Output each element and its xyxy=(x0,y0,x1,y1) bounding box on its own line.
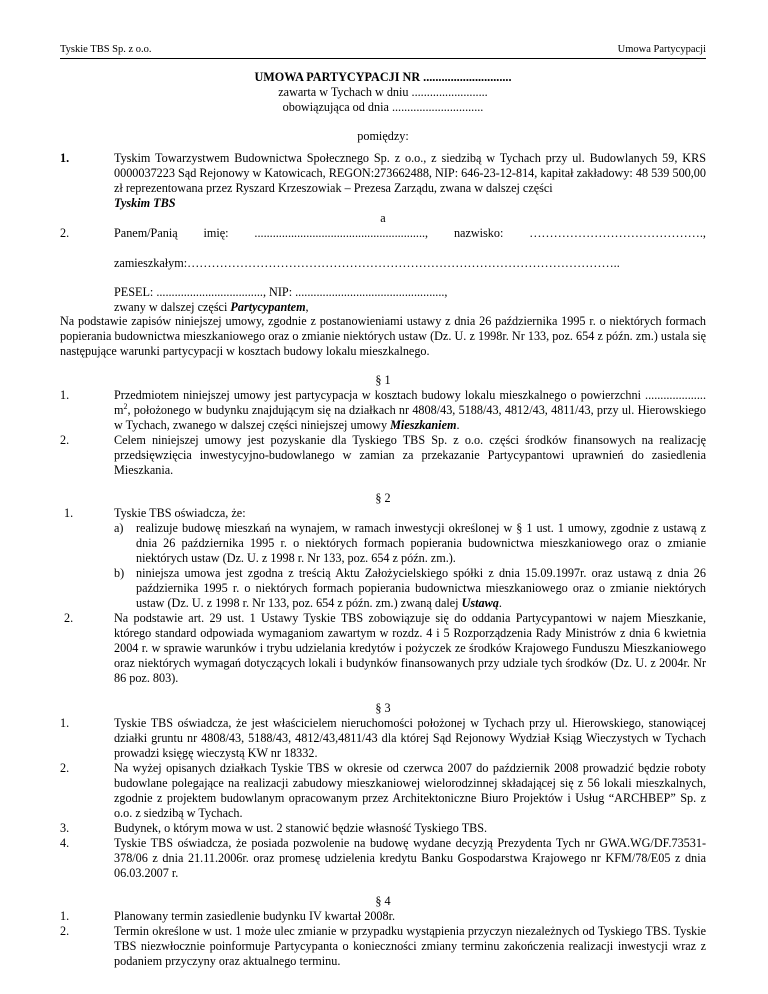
s3-p1 xyxy=(114,716,706,761)
party2-address: zamieszkałym:…………………………………………………………………………………………….. xyxy=(114,256,620,270)
s3-p2-text: Na wyżej opisanych działkach Tyskie TBS w okresie od czerwca 2007 do październik 2008 prowadzić będzie roboty budowlane polegające na realizacji zabudowy mieszkaniowej wielorodzinnej składającej się z 56 lokali mieszkalnych, zgodnie z projektem budowlanym opracowanym przez Architektoniczne Biuro Projektów i Usług “ARCHBEP” Sp. z o.o. z siedzibą w Tychach. xyxy=(114,761,706,820)
s3-p1-text: Tyskie TBS oświadcza, że jest właścicielem nieruchomości położonej w Tychach przy ul. Hierowskiego, stanowiącej działki gruntu nr 4808/43, 5188/43, 4812/43,4811/43 dla której Sąd Rejonowy Wydział Ksiąg Wieczystych w Tychach prowadzi księgę wieczystą KW nr 18332. xyxy=(114,716,706,760)
s1-p2-text: Celem niniejszej umowy jest pozyskanie dla Tyskiego TBS Sp. z o.o. części środków finansowych na realizację przedsięwzięcia inwestycyjno-budowlanego w zamian za przekazanie Partycypantowi uprawnień do zasiedlenia Mieszkania. xyxy=(114,433,706,477)
s3-p4-text: Tyskie TBS oświadcza, że posiada pozwolenie na budowę wydane decyzją Prezydenta Tych nr GWA.WG/DF.73531-378/06 z dnia 21.11.2006r. oraz promesę udzielenia kredytu Banku Gospodarstwa Krajowego nr KFM/78/E05 z dnia 06.03.2007 r. xyxy=(114,836,706,880)
s2-b-label: b) xyxy=(114,566,125,580)
intro-paragraph xyxy=(60,314,706,359)
s3-p2-number: 2. xyxy=(60,761,70,775)
section3-title: § 3 xyxy=(375,701,391,715)
s4-p2-text: Termin określone w ust. 1 może ulec zmianie w przypadku wystąpienia przyczyn niezależnych od Tyskiego TBS. Tyskie TBS niezwłocznie poinformuje Partycypanta o konieczności zmiany terminu zakończenia realizacji inwestycji wraz z podaniem przyczyny oraz aktualnego terminu. xyxy=(114,924,706,968)
header-company: Tyskie TBS Sp. z o.o. xyxy=(60,44,152,55)
party1-name: Tyskim TBS xyxy=(114,196,176,210)
s4-p2 xyxy=(114,924,706,969)
s1-p2-number: 2. xyxy=(60,433,70,447)
party1-text: Tyskim Towarzystwem Budownictwa Społecznego Sp. z o.o., z siedzibą w Tychach przy ul. Budowlanych 59, KRS 0000037223 Sąd Rejonowy w Katowicach, REGON:273662488, NIP: 646-23-12-814, kapitał zakładowy: 48 539 500,00 zł reprezentowana przez Ryszard Krzeszowiak – Prezesa Zarządu, zwana w dalszej części xyxy=(114,151,706,195)
s1-p1-end: . xyxy=(456,418,460,432)
party1-number: 1. xyxy=(60,151,70,165)
s2-b-em: Ustawą xyxy=(461,596,499,610)
s3-p3-number: 3. xyxy=(60,821,70,835)
s2-p1-text: Tyskie TBS oświadcza, że: xyxy=(114,506,246,520)
s2-a-label: a) xyxy=(114,521,124,535)
contract-title: UMOWA PARTYCYPACJI NR ............................. xyxy=(254,70,512,84)
s2-a-text: realizuje budowę mieszkań na wynajem, w ramach inwestycji określonej w § 1 ust. 1 umowy, zgodnie z ustawą z dnia 26 października 1995 r. o niektórych formach popierania budownictwa mieszkaniowego oraz o zmianie niektórych ustaw (Dz. U. z 1998 r. Nr 133, poz. 654 z późn. zm.). xyxy=(136,521,706,565)
section2-title: § 2 xyxy=(375,491,391,505)
s2-p2-text: Na podstawie art. 29 ust. 1 Ustawy Tyskie TBS zobowiązuje się do oddania Partycypantowi w najem Mieszkanie, którego standard odpowiada wymaganiom zawartym w rozdz. 4 i 5 Rozporządzenia Rady Ministrów z dnia 6 kwietnia 2004 r. w sprawie warunków i trybu udzielania kredytów i pożyczek ze środków Krajowego Funduszu Mieszkaniowego oraz niektórych wymagań dotyczących lokali i budynków finansowanych przy udziale tych środków (Dz. U. z 2004r. Nr 86 poz. 803). xyxy=(114,611,706,685)
header-rule xyxy=(60,58,706,59)
s2-b-text: niniejsza umowa jest zgodna z treścią Aktu Założycielskiego spółki z dnia 15.09.1997r. oraz ustawą z dnia 26 października 1995 r. o niektórych formach popierania budownictwa mieszkaniowego oraz o zmianie niektórych ustaw (Dz. U. z 1998 r. Nr 133, poz. 654 z późn. zm.) zwaną dalej xyxy=(136,566,706,610)
s3-p4 xyxy=(114,836,706,881)
s2-p1-number: 1. xyxy=(64,506,74,520)
contract-effective-date: obowiązująca od dnia .............................. xyxy=(282,100,484,114)
s2-p2 xyxy=(114,611,706,686)
s2-b-end: . xyxy=(498,596,502,610)
s4-p1-text: Planowany termin zasiedlenie budynku IV kwartał 2008r. xyxy=(114,909,396,923)
party2-surname-field: ……………………………………., xyxy=(529,226,706,240)
s3-p2 xyxy=(114,761,706,821)
s1-p1 xyxy=(114,388,706,433)
s4-p2-number: 2. xyxy=(60,924,70,938)
party2-firstname-field: ........................................................, xyxy=(254,226,429,240)
party2-label: Panem/Panią xyxy=(114,226,178,240)
s2-a xyxy=(136,521,706,566)
s1-p1-number: 1. xyxy=(60,388,70,402)
party2-name-line xyxy=(114,226,706,241)
s1-p1-sup: 2 xyxy=(123,401,128,411)
between-label: pomiędzy: xyxy=(357,129,409,143)
party2-called-end: , xyxy=(305,300,309,314)
intro-text: Na podstawie zapisów niniejszej umowy, zgodnie z postanowieniami ustawy z dnia 26 października 1995 r. o niektórych formach popierania budownictwa mieszkaniowego oraz o zmianie niektórych ustaw (Dz. U. z 1998r. Nr 133, poz. 654 z późn. zm.) ustala się następujące warunki partycypacji w kosztach budowy lokalu mieszkalnego. xyxy=(60,314,706,358)
s3-p3-text: Budynek, o którym mowa w ust. 2 stanowić będzie własność Tyskiego TBS. xyxy=(114,821,488,835)
s2-b xyxy=(136,566,706,611)
party2-called xyxy=(114,300,309,315)
party1-block xyxy=(114,151,706,211)
party2-pesel-nip: PESEL: ..................................., NIP: ................................................., xyxy=(114,285,448,299)
party2-called-text: zwany w dalszej części xyxy=(114,300,231,314)
s3-p4-number: 4. xyxy=(60,836,70,850)
s1-p1-text: Przedmiotem niniejszej umowy jest partycypacja w kosztach budowy lokalu mieszkalnego o powierzchni .................... m xyxy=(114,388,706,417)
header-doc-title: Umowa Partycypacji xyxy=(617,44,706,55)
section1-title: § 1 xyxy=(375,373,391,387)
and-label: a xyxy=(380,211,386,225)
s3-p1-number: 1. xyxy=(60,716,70,730)
party2-number: 2. xyxy=(60,226,70,240)
party2-firstname-label: imię: xyxy=(203,226,229,240)
contract-place-date: zawarta w Tychach w dniu ......................... xyxy=(278,85,488,99)
s1-p1-text2: , położonego w budynku znajdującym się na działkach nr 4808/43, 5188/43, 4812/43, 4811/43, przy ul. Hierowskiego w Tychach, zwanego w dalszej części niniejszej umowy xyxy=(114,403,706,432)
s4-p1-number: 1. xyxy=(60,909,70,923)
party2-surname-label: nazwisko: xyxy=(453,226,504,240)
section4-title: § 4 xyxy=(375,894,391,908)
s2-p2-number: 2. xyxy=(64,611,74,625)
party2-called-name: Partycypantem xyxy=(230,300,306,314)
s1-p1-em: Mieszkaniem xyxy=(390,418,457,432)
s1-p2 xyxy=(114,433,706,478)
